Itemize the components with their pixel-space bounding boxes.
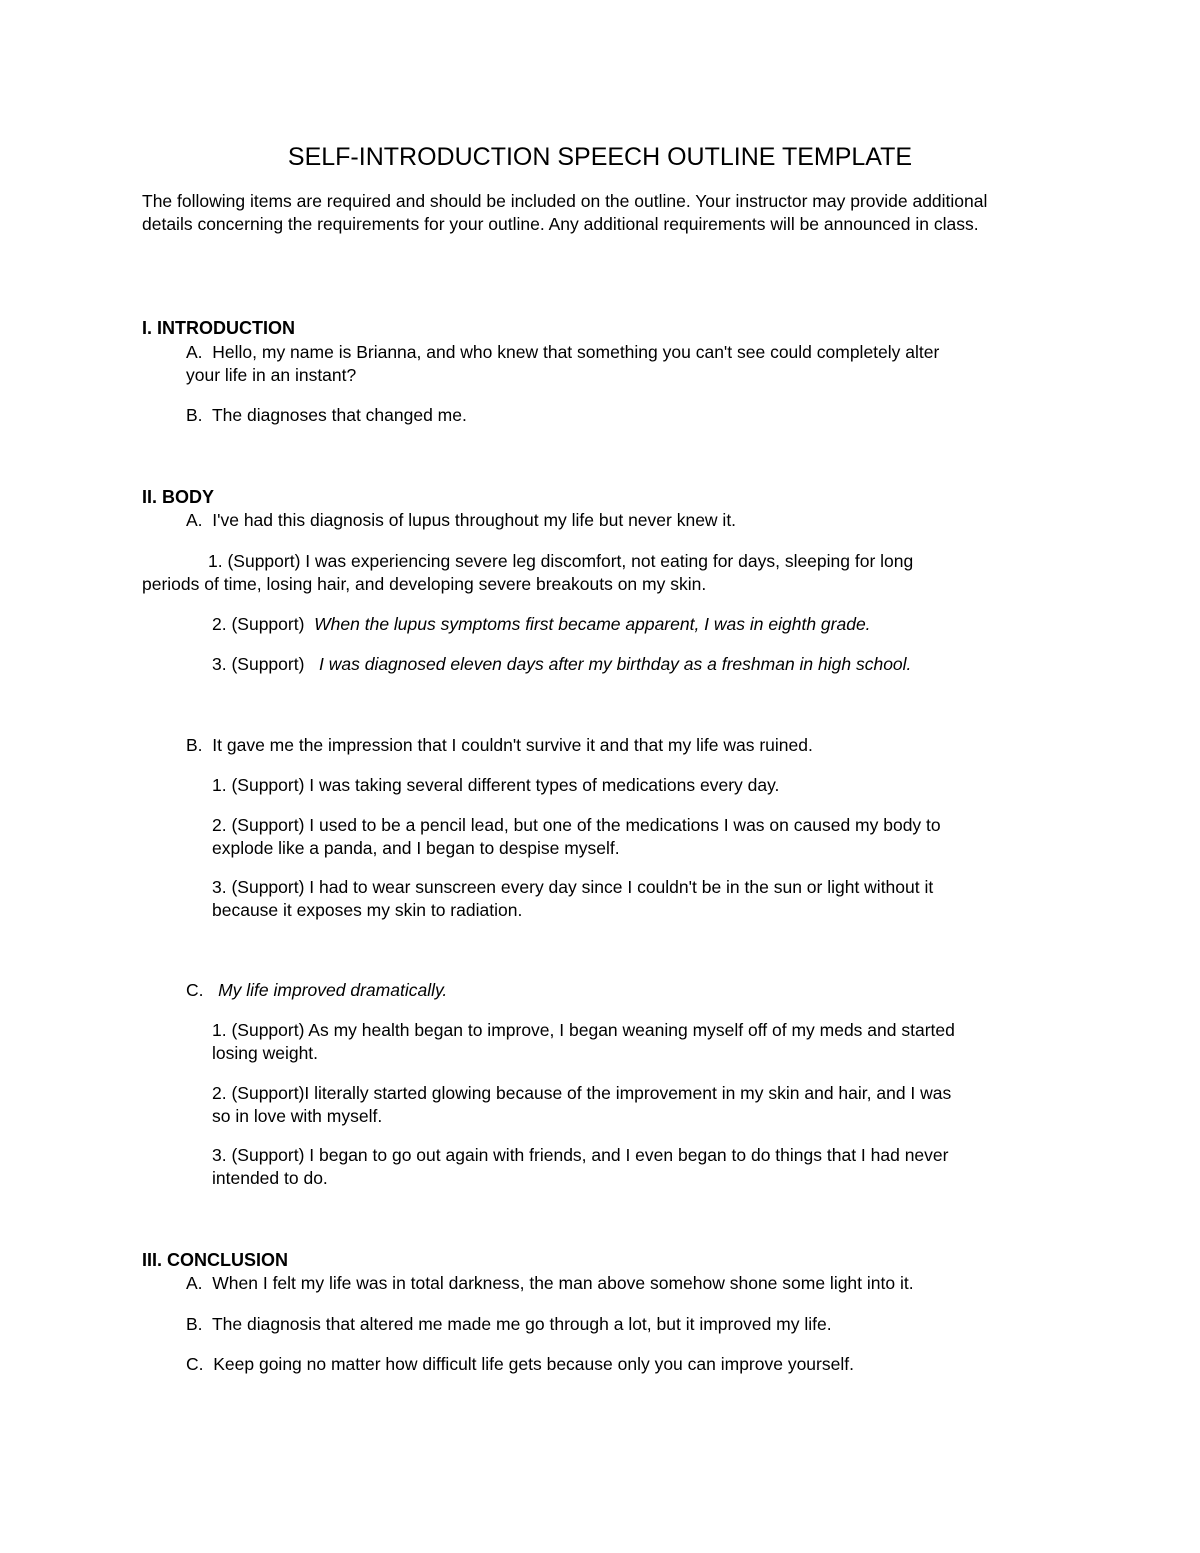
point-text-continued: your life in an instant? [186,365,357,385]
point-text: My life improved dramatically. [218,980,448,1000]
conclusion-point-b [186,1313,1046,1336]
point-label: C. [186,1354,214,1374]
conclusion-point-c [186,1353,1046,1376]
body-c-support-1 [212,1019,1062,1065]
introduction-point-a [186,341,1046,387]
support-text: 3. (Support) I had to wear sunscreen every day since I couldn't be in the sun or light without it [212,877,934,897]
support-text-continued: explode like a panda, and I began to despise myself. [212,838,620,858]
point-text: The diagnoses that changed me. [211,405,467,425]
point-label: B. [186,405,212,425]
support-text-continued: so in love with myself. [212,1106,383,1126]
body-point-c [186,979,1046,1002]
conclusion-point-a [186,1272,1046,1295]
point-label: A. [186,510,213,530]
point-label: C. [186,980,219,1000]
support-text: 3. (Support) I began to go out again with friends, and I even began to do things that I had never [212,1145,949,1165]
point-text: When I felt my life was in total darkness, the man above somehow shone some light into it. [212,1273,914,1293]
section-heading-body: II. BODY [142,487,215,507]
body-b-support-3 [212,876,1062,922]
support-text: When the lupus symptoms first became apparent, I was in eighth grade. [314,614,871,634]
point-label: B. [186,735,213,755]
support-text: 2. (Support) I used to be a pencil lead, but one of the medications I was on caused my body to [212,815,941,835]
support-text: 2. (Support)I literally started glowing because of the improvement in my skin and hair, and I was [212,1083,952,1103]
body-a-support-1-line2: periods of time, losing hair, and developing severe breakouts on my skin. [142,574,707,594]
support-text-continued: losing weight. [212,1043,319,1063]
point-text: It gave me the impression that I couldn't survive it and that my life was ruined. [212,735,813,755]
body-c-support-3 [212,1144,1062,1190]
support-label: 2. (Support) [212,614,315,634]
body-a-support-1-line1: 1. (Support) I was experiencing severe leg discomfort, not eating for days, sleeping for long [208,551,914,571]
body-a-support-3 [212,653,1062,676]
section-heading-introduction: I. INTRODUCTION [142,318,295,338]
support-text: I was diagnosed eleven days after my birthday as a freshman in high school. [319,654,912,674]
point-text: Keep going no matter how difficult life gets because only you can improve yourself. [213,1354,854,1374]
point-text: The diagnosis that altered me made me go through a lot, but it improved my life. [211,1314,832,1334]
point-label: A. [186,1273,213,1293]
point-text: I've had this diagnosis of lupus throughout my life but never knew it. [212,510,737,530]
body-b-support-1: 1. (Support) I was taking several different types of medications every day. [212,775,780,795]
body-a-support-2 [212,613,1062,636]
point-text: Hello, my name is Brianna, and who knew that something you can't see could completely alter [212,342,940,362]
document-title: SELF-INTRODUCTION SPEECH OUTLINE TEMPLATE [287,143,913,171]
support-text-continued: because it exposes my skin to radiation. [212,900,523,920]
point-label: A. [186,342,213,362]
body-c-support-2 [212,1082,1062,1128]
support-label: 3. (Support) [212,654,319,674]
body-point-a [186,509,1046,532]
body-b-support-2 [212,814,1062,860]
body-point-b [186,734,1046,757]
section-heading-conclusion: III. CONCLUSION [142,1250,289,1270]
point-label: B. [186,1314,212,1334]
support-text-continued: intended to do. [212,1168,328,1188]
instructions-paragraph: The following items are required and should be included on the outline. Your instructor may provide additional details concerning the requirements for your outline. Any additional requirements will be announced in class. [142,191,988,234]
support-text: 1. (Support) As my health began to improve, I began weaning myself off of my meds and started [212,1020,955,1040]
introduction-point-b [186,404,1046,427]
